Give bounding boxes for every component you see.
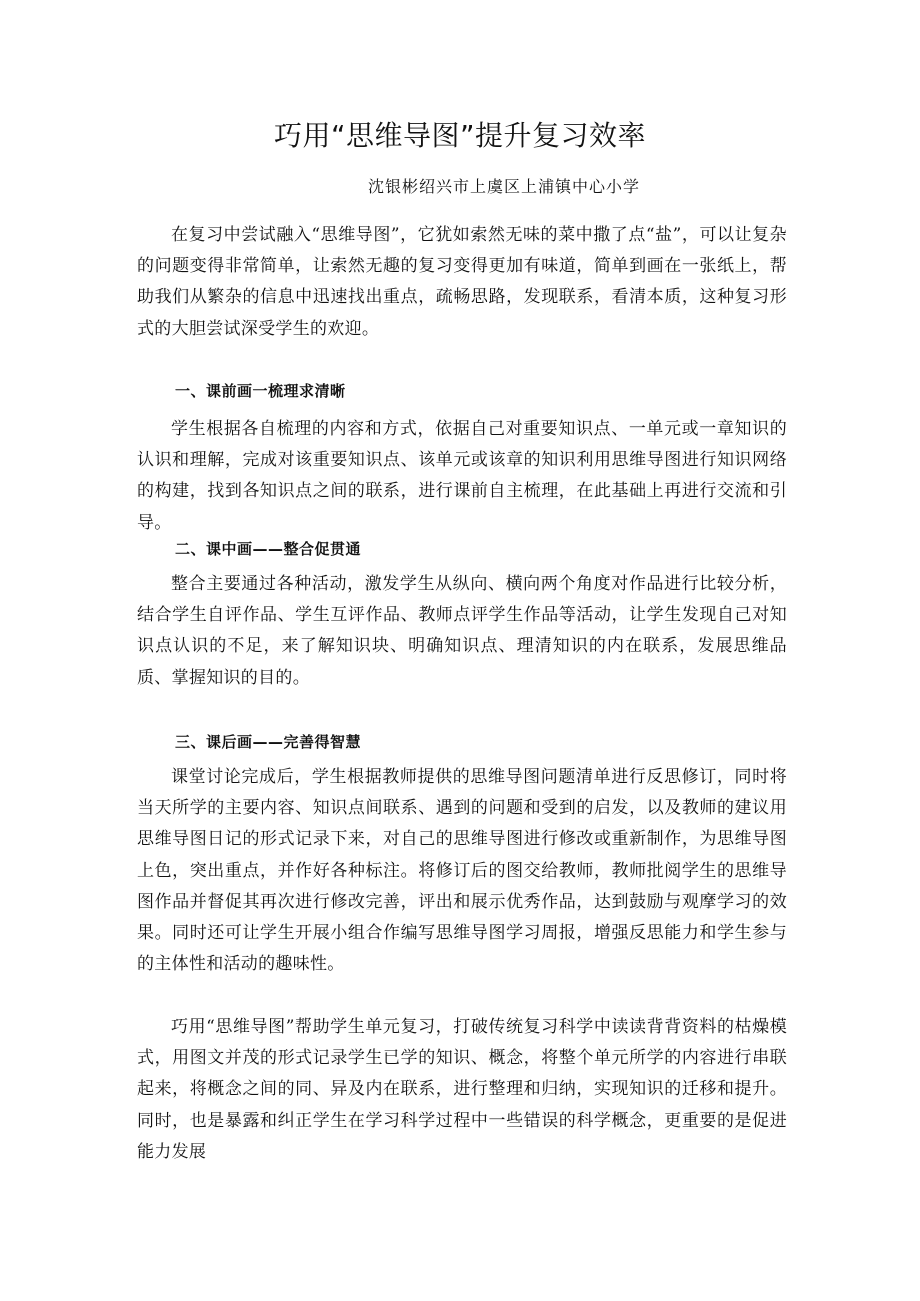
section-heading-2: 二、课中画——整合促贯通 bbox=[175, 540, 362, 558]
document-title: 巧用“思维导图”提升复习效率 bbox=[273, 119, 646, 152]
closing-paragraph: 巧用“思维导图”帮助学生单元复习，打破传统复习科学中读读背背资料的枯燥模式，用图文并茂的形式记录学生已学的知识、概念，将整个单元所学的内容进行串联起来，将概念之间的同、异及内在联系，进行整理和归纳，实现知识的迁移和提升。同时，也是暴露和纠正学生在学习科学过程中一些错误的科学概念，更重要的是促进能力发展 bbox=[137, 1017, 787, 1162]
author-line: 沈银彬绍兴市上虞区上浦镇中心小学 bbox=[368, 177, 641, 196]
section-paragraph-1: 学生根据各自梳理的内容和方式，依据自己对重要知识点、一单元或一章知识的认识和理解，完成对该重要知识点、该单元或该章的知识利用思维导图进行知识网络的构建，找到各知识点之间的联系，进行课前自主梳理，在此基础上再进行交流和引导。 bbox=[137, 419, 787, 533]
section-paragraph-2: 整合主要通过各种活动，激发学生从纵向、横向两个角度对作品进行比较分析，结合学生自评作品、学生互评作品、教师点评学生作品等活动，让学生发现自己对知识点认识的不足，来了解知识块、明确知识点、理清知识的内在联系，发展思维品质、掌握知识的目的。 bbox=[137, 574, 787, 688]
intro-paragraph: 在复习中尝试融入“思维导图”，它犹如索然无味的菜中撒了点“盐”，可以让复杂的问题变得非常简单，让索然无趣的复习变得更加有味道，简单到画在一张纸上，帮助我们从繁杂的信息中迅速找出重点，疏畅思路，发现联系，看清本质，这种复习形式的大胆尝试深受学生的欢迎。 bbox=[137, 225, 787, 339]
section-paragraph-3: 课堂讨论完成后，学生根据教师提供的思维导图问题清单进行反思修订，同时将当天所学的主要内容、知识点间联系、遇到的问题和受到的启发，以及教师的建议用思维导图日记的形式记录下来，对自己的思维导图进行修改或重新制作，为思维导图上色，突出重点，并作好各种标注。将修订后的图交给教师，教师批阅学生的思维导图作品并督促其再次进行修改完善，评出和展示优秀作品，达到鼓励与观摩学习的效果。同时还可让学生开展小组合作编写思维导图学习周报，增强反思能力和学生参与的主体性和活动的趣味性。 bbox=[137, 767, 787, 975]
section-heading-3: 三、课后画——完善得智慧 bbox=[175, 733, 362, 751]
section-heading-1: 一、课前画一梳理求清晰 bbox=[175, 382, 346, 400]
